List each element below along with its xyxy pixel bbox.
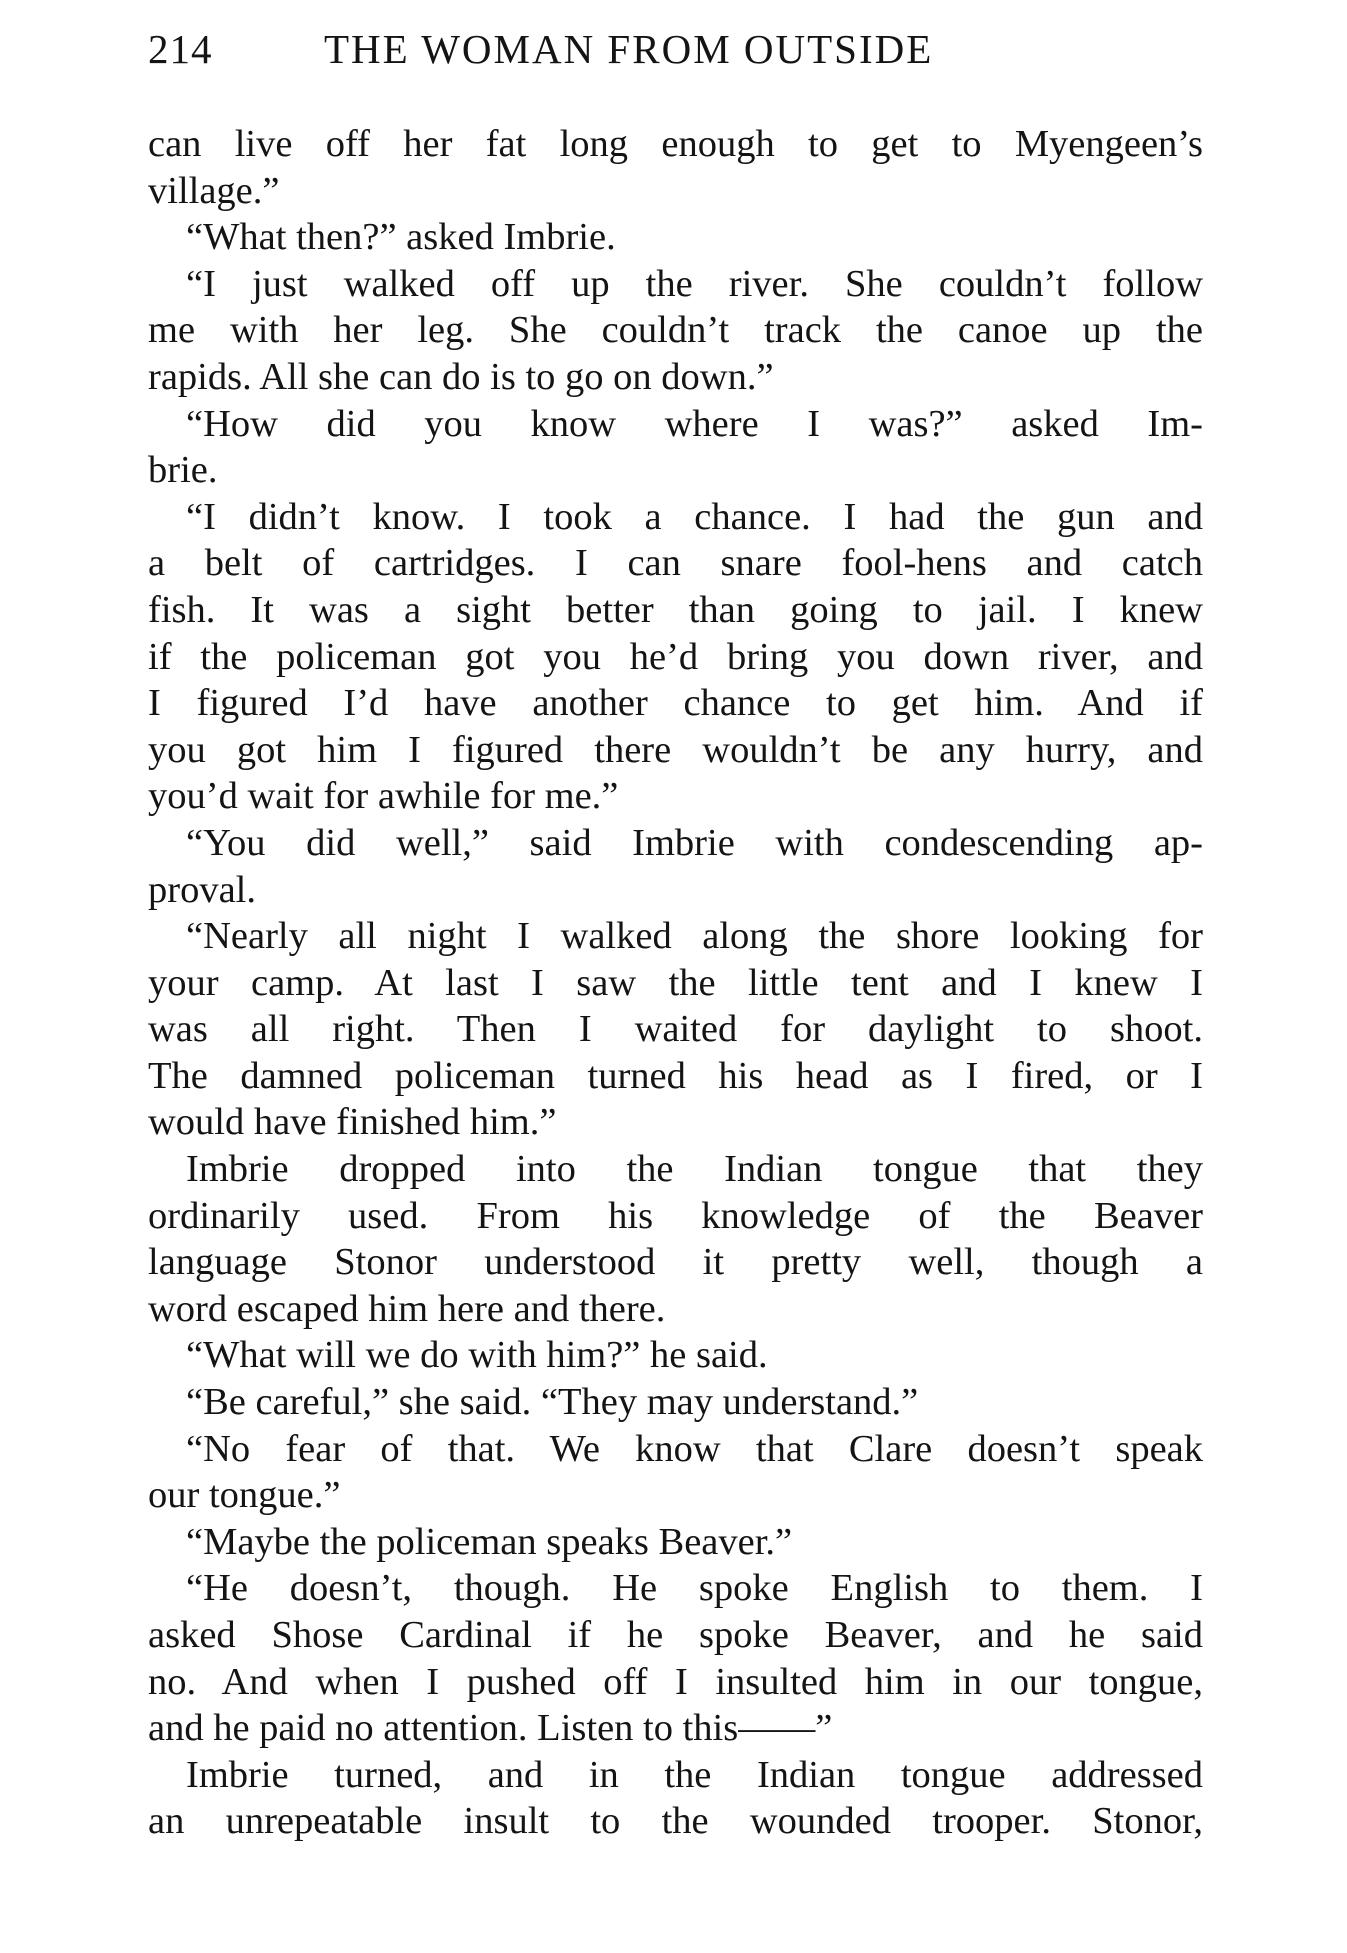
text-line: fish. It was a sight better than going to jail. I knew: [148, 588, 1203, 631]
text-line: “What then?” asked Imbrie.: [186, 216, 616, 259]
text-line: you got him I figured there wouldn’t be any hurry, and: [148, 728, 1203, 771]
text-line: “Be careful,” she said. “They may understand.”: [186, 1381, 919, 1424]
text-line: your camp. At last I saw the little tent and I knew I: [148, 961, 1203, 1004]
text-line: “I just walked off up the river. She couldn’t follow: [186, 262, 1203, 305]
text-line: rapids. All she can do is to go on down.”: [148, 355, 774, 398]
running-title: THE WOMAN FROM OUTSIDE: [324, 26, 934, 72]
text-line: would have finished him.”: [148, 1101, 557, 1144]
text-line: me with her leg. She couldn’t track the canoe up the: [148, 309, 1203, 352]
text-line: was all right. Then I waited for daylight to shoot.: [148, 1008, 1203, 1051]
text-line: ordinarily used. From his knowledge of the Beaver: [148, 1194, 1203, 1237]
text-line: I figured I’d have another chance to get him. And if: [148, 682, 1203, 725]
text-line: if the policeman got you he’d bring you down river, and: [148, 635, 1203, 678]
text-line: no. And when I pushed off I insulted him in our tongue,: [148, 1660, 1203, 1703]
text-line: “How did you know where I was?” asked Im-: [186, 402, 1203, 445]
text-line: village.”: [148, 169, 280, 212]
running-head: [148, 24, 1208, 74]
text-line: asked Shose Cardinal if he spoke Beaver, and he said: [148, 1614, 1203, 1656]
text-line: “Maybe the policeman speaks Beaver.”: [186, 1520, 793, 1563]
text-line: “Nearly all night I walked along the shore looking for: [186, 915, 1203, 958]
text-line: Imbrie dropped into the Indian tongue that they: [186, 1148, 1203, 1191]
text-line: Imbrie turned, and in the Indian tongue addressed: [186, 1753, 1203, 1796]
text-line: proval.: [148, 868, 256, 911]
text-line: can live off her fat long enough to get to Myengeen’s: [148, 123, 1203, 165]
text-line: word escaped him here and there.: [148, 1287, 666, 1330]
body-text: [148, 121, 1203, 1845]
text-line: “He doesn’t, though. He spoke English to them. I: [186, 1567, 1203, 1610]
text-line: “What will we do with him?” he said.: [186, 1334, 768, 1377]
text-line: and he paid no attention. Listen to this——”: [148, 1707, 833, 1750]
page-number: 214: [148, 26, 213, 72]
text-line: “You did well,” said Imbrie with condescending ap-: [186, 821, 1203, 864]
text-line: an unrepeatable insult to the wounded trooper. Stonor,: [148, 1800, 1203, 1843]
text-line: The damned policeman turned his head as I fired, or I: [148, 1054, 1203, 1097]
text-line: you’d wait for awhile for me.”: [148, 775, 619, 818]
text-line: a belt of cartridges. I can snare fool-hens and catch: [148, 542, 1203, 585]
text-line: language Stonor understood it pretty well, though a: [148, 1241, 1203, 1284]
text-line: our tongue.”: [148, 1474, 341, 1517]
text-line: “No fear of that. We know that Clare doesn’t speak: [186, 1427, 1203, 1470]
text-line: “I didn’t know. I took a chance. I had the gun and: [186, 495, 1203, 538]
text-line: brie.: [148, 449, 218, 492]
